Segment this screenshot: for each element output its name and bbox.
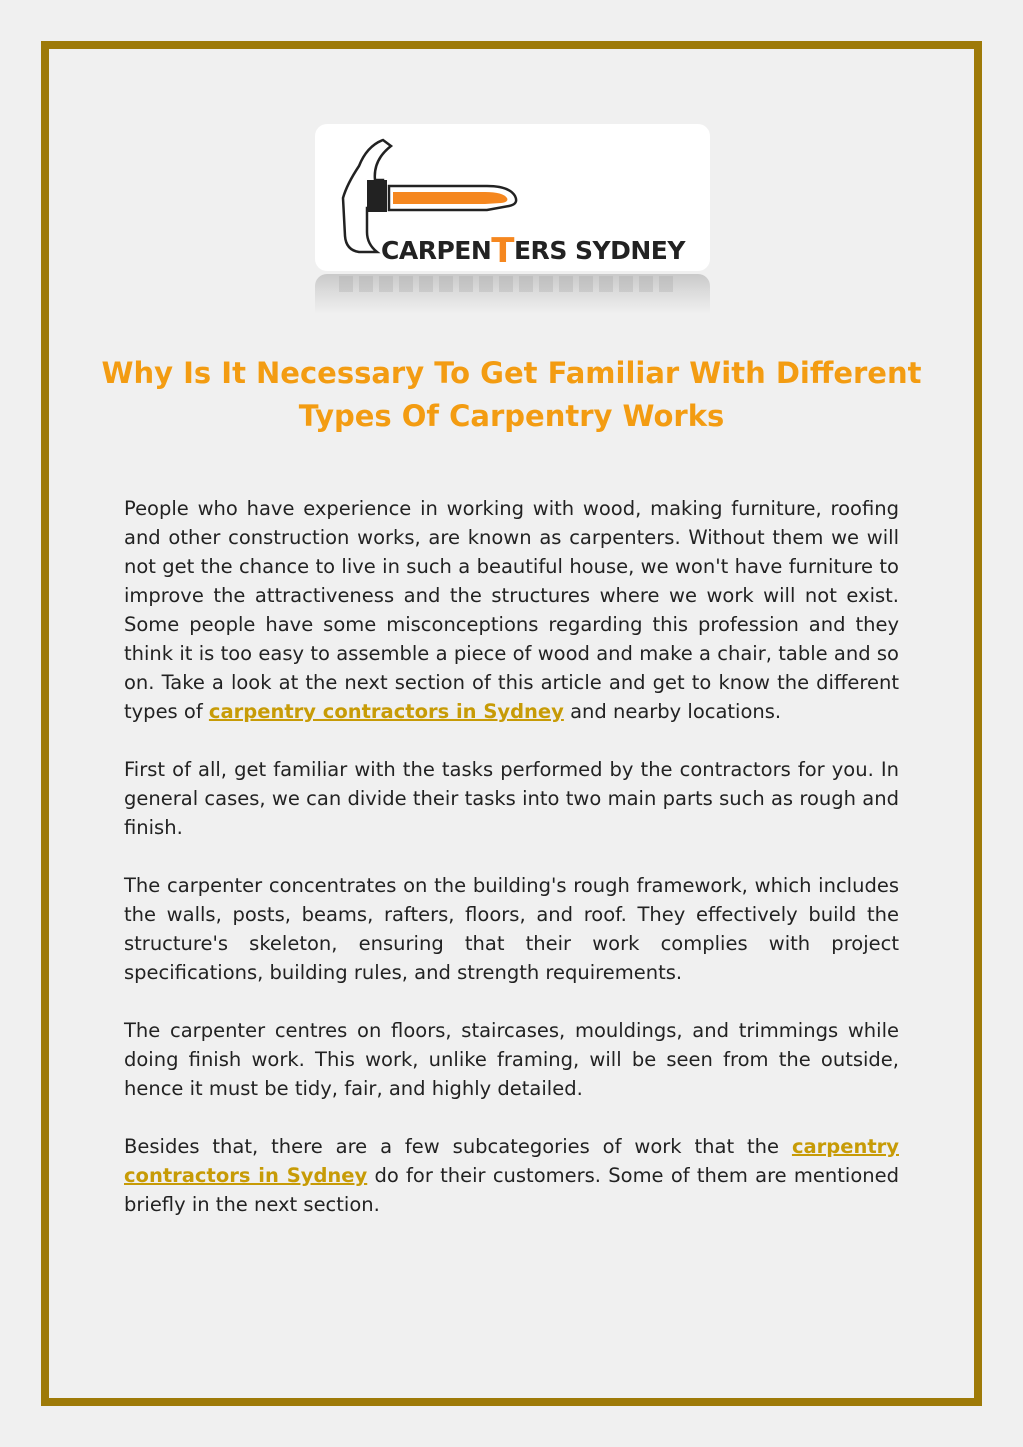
- paragraph-subcategories-tail: do for their customers. Some of them are mentioned briefly in the next section.: [124, 1164, 899, 1216]
- logo-prefix: CARPEN: [381, 236, 492, 265]
- paragraph-finish: The carpenter centres on floors, staircases, mouldings, and trimmings while doing finish work. This work, unlike framing, will be seen from the outside, hence it must be tidy, fair, and highly detailed.: [124, 1019, 899, 1100]
- logo-suffix: ERS SYDNEY: [513, 236, 685, 265]
- carpentry-contractors-link[interactable]: carpentry contractors in Sydney: [208, 700, 564, 723]
- page-title: Why Is It Necessary To Get Familiar With Different Types Of Carpentry Works: [101, 356, 922, 433]
- paragraph-intro-tail: and nearby locations.: [563, 700, 782, 723]
- paragraph-intro-text: People who have experience in working with wood, making furniture, roofing and other construction works, are known as carpenters. Without them we will not get the chance to live in such a beautiful house, we won't have furniture to improve the attractiveness and the structures where we work will not exist. Some people have some misconceptions regarding this profession and they think it is too easy to assemble a piece of wood and make a chair, table and so on. Take a look at the next section of this article and get to know the different types of: [124, 497, 899, 723]
- logo-wordmark: [381, 228, 685, 271]
- logo: [315, 124, 710, 314]
- logo-accent-letter: T: [491, 231, 514, 271]
- paragraph-intro: [124, 494, 899, 726]
- paragraph-tasks: First of all, get familiar with the tasks performed by the contractors for you. In general cases, we can divide their tasks into two main parts such as rough and finish.: [124, 758, 899, 839]
- logo-reflection-text: [339, 276, 679, 292]
- paragraph-subcategories: [124, 1132, 899, 1219]
- carpentry-contractors-link-2[interactable]: carpentry contractors in Sydney: [124, 1135, 899, 1187]
- article-body: [124, 494, 899, 1248]
- paragraph-subcategories-text: Besides that, there are a few subcategories of work that the: [124, 1135, 792, 1158]
- logo-card: [315, 124, 710, 271]
- logo-reflection: [315, 274, 710, 314]
- paragraph-rough: The carpenter concentrates on the building's rough framework, which includes the walls, posts, beams, rafters, floors, and roof. They effectively build the structure's skeleton, ensuring that their work complies with project specifications, building rules, and strength requirements.: [124, 874, 899, 984]
